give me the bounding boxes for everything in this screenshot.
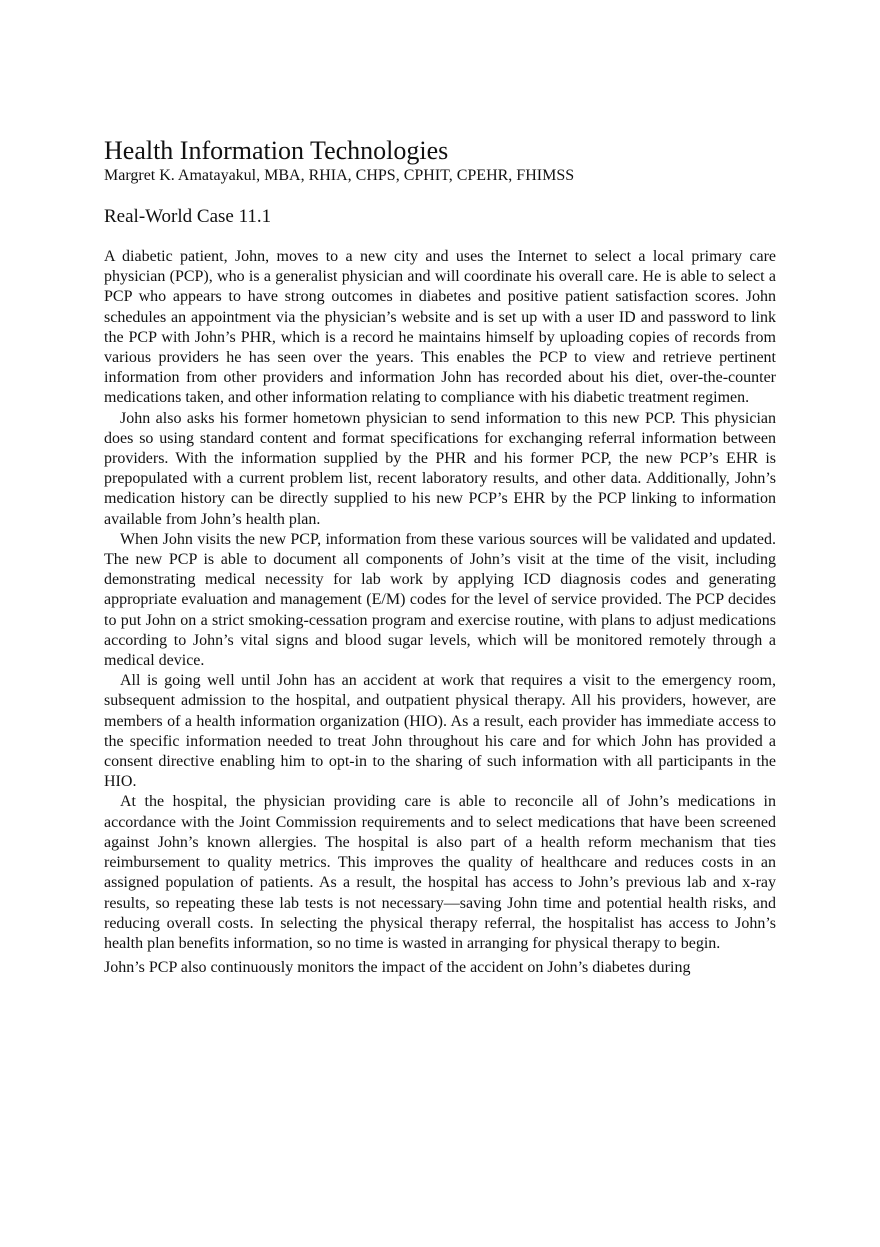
paragraph: John’s PCP also continuously monitors the impact of the accident on John’s diabetes during (104, 959, 691, 977)
document-title: Health Information Technologies (104, 136, 449, 165)
case-heading: Real-World Case 11.1 (104, 206, 272, 227)
document-page (104, 136, 776, 978)
paragraph: At the hospital, the physician providing care is able to reconcile all of John’s medications in accordance with the Joint Commission requirements and to select medications that have been screened against John’s known allergies. The hospital is also part of a health reform mechanism that ties reimbursement to quality metrics. This improves the quality of healthcare and reduces costs in an assigned population of patients. As a result, the hospital has access to John’s previous lab and x-ray results, so repeating these lab tests is not necessary—saving John time and potential health risks, and reducing overall costs. In selecting the physical therapy referral, the hospitalist has access to John’s health plan benefits information, so no time is wasted in arranging for physical therapy to begin. (104, 793, 776, 952)
paragraph: John also asks his former hometown physician to send information to this new PCP. This physician does so using standard content and format specifications for exchanging referral information between providers. With the information supplied by the PHR and his former PCP, the new PCP’s EHR is prepopulated with a current problem list, recent laboratory results, and other data. Additionally, John’s medication history can be directly supplied to his new PCP’s EHR by the PCP linking to information available from John’s health plan. (104, 409, 776, 528)
paragraph: When John visits the new PCP, information from these various sources will be validated and updated. The new PCP is able to document all components of John’s visit at the time of the visit, including demonstrating medical necessity for lab work by applying ICD diagnosis codes and generating appropriate evaluation and management (E/M) codes for the level of service provided. The PCP decides to put John on a strict smoking-cessation program and exercise routine, with plans to adjust medications according to John’s vital signs and blood sugar levels, which will be monitored remotely through a medical device. (104, 530, 776, 670)
paragraph: All is going well until John has an accident at work that requires a visit to the emergency room, subsequent admission to the hospital, and outpatient physical therapy. All his providers, however, are members of a health information organization (HIO). As a result, each provider has immediate access to the specific information needed to treat John throughout his care and for which John has provided a consent directive enabling him to opt-in to the sharing of such information with all participants in the HIO. (104, 672, 776, 791)
paragraph: A diabetic patient, John, moves to a new city and uses the Internet to select a local primary care physician (PCP), who is a generalist physician and will coordinate his overall care. He is able to select a PCP who appears to have strong outcomes in diabetes and positive patient satisfaction scores. John schedules an appointment via the physician’s website and is set up with a user ID and password to link the PCP with John’s PHR, which is a record he maintains himself by uploading copies of records from various providers he has seen over the years. This enables the PCP to view and retrieve pertinent information from other providers and information John has recorded about his diet, over-the-counter medications taken, and other information relating to compliance with his diabetic treatment regimen. (104, 248, 776, 407)
author-line: Margret K. Amatayakul, MBA, RHIA, CHPS, CPHIT, CPEHR, FHIMSS (104, 167, 575, 184)
case-body (104, 247, 776, 978)
